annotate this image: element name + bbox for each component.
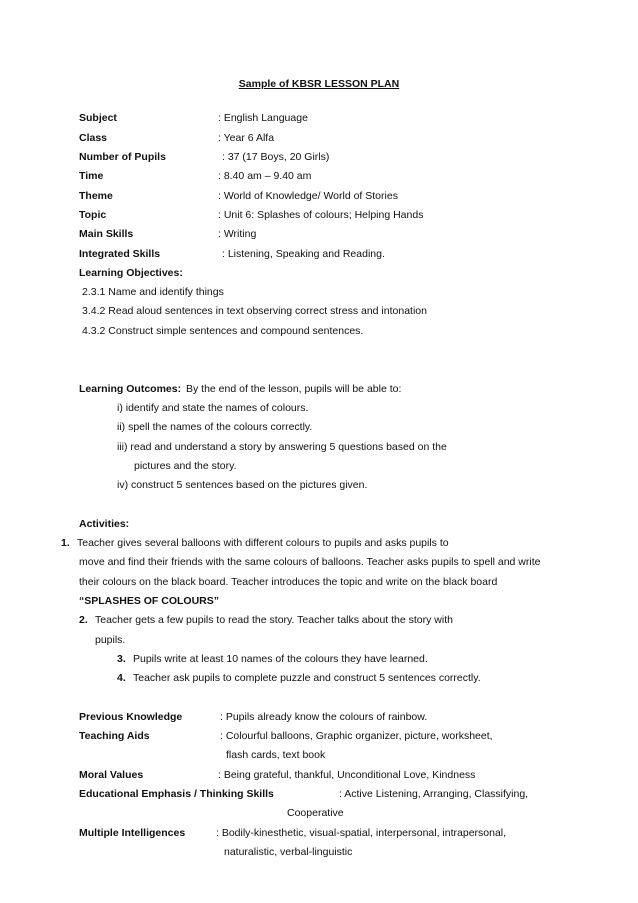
subject-value: : English Language	[218, 112, 308, 124]
educational-emphasis-value: : Active Listening, Arranging, Classifying,	[339, 788, 529, 800]
outcomes-intro: By the end of the lesson, pupils will be able to:	[186, 383, 402, 395]
educational-emphasis-label: Educational Emphasis / Thinking Skills	[79, 788, 274, 800]
outcomes-heading: Learning Outcomes:	[79, 383, 182, 395]
theme-label: Theme	[79, 190, 113, 202]
moral-values-label: Moral Values	[79, 769, 144, 781]
objectives-heading: Learning Objectives:	[79, 267, 183, 279]
subject-label: Subject	[79, 112, 117, 124]
previous-knowledge-label: Previous Knowledge	[79, 711, 183, 723]
activity-1-line: Teacher gives several balloons with different colours to pupils and asks pupils to	[77, 537, 449, 549]
moral-values-value: : Being grateful, thankful, Unconditional Love, Kindness	[218, 769, 476, 781]
objective-item: 3.4.2 Read aloud sentences in text observing correct stress and intonation	[82, 305, 427, 317]
outcome-item: ii) spell the names of the colours correctly.	[117, 421, 313, 433]
multiple-intelligences-value: : Bodily-kinesthetic, visual-spatial, interpersonal, intrapersonal,	[216, 827, 507, 839]
integrated-skills-label: Integrated Skills	[79, 248, 161, 260]
activity-number: 3.	[117, 653, 126, 665]
main-skills-label: Main Skills	[79, 228, 134, 240]
previous-knowledge-value: : Pupils already know the colours of rainbow.	[220, 711, 428, 723]
multiple-intelligences-value-cont: naturalistic, verbal-linguistic	[224, 846, 353, 858]
theme-value: : World of Knowledge/ World of Stories	[218, 190, 398, 202]
integrated-skills-value: : Listening, Speaking and Reading.	[222, 248, 385, 260]
activities-heading: Activities:	[79, 518, 130, 530]
multiple-intelligences-label: Multiple Intelligences	[79, 827, 186, 839]
outcome-item-continuation: pictures and the story.	[134, 460, 237, 472]
activity-3-text: Pupils write at least 10 names of the colours they have learned.	[133, 653, 428, 665]
pupils-value: : 37 (17 Boys, 20 Girls)	[222, 151, 330, 163]
outcome-item: i) identify and state the names of colours.	[117, 402, 309, 414]
teaching-aids-label: Teaching Aids	[79, 730, 150, 742]
pupils-label: Number of Pupils	[79, 151, 166, 163]
objective-item: 4.3.2 Construct simple sentences and compound sentences.	[82, 325, 364, 337]
objective-item: 2.3.1 Name and identify things	[82, 286, 224, 298]
outcome-item: iv) construct 5 sentences based on the pictures given.	[117, 479, 368, 491]
outcome-item: iii) read and understand a story by answering 5 questions based on the	[117, 441, 447, 453]
activity-number: 2.	[79, 614, 88, 626]
class-label: Class	[79, 132, 108, 144]
activity-2-line: pupils.	[95, 634, 126, 646]
activity-2-line: Teacher gets a few pupils to read the story. Teacher talks about the story with	[95, 614, 453, 626]
main-skills-value: : Writing	[218, 228, 257, 240]
activity-topic-title: “SPLASHES OF COLOURS”	[79, 595, 220, 607]
time-value: : 8.40 am – 9.40 am	[218, 170, 312, 182]
educational-emphasis-value-cont: Cooperative	[287, 807, 344, 819]
topic-label: Topic	[79, 209, 107, 221]
time-label: Time	[79, 170, 104, 182]
teaching-aids-value-cont: flash cards, text book	[226, 749, 326, 761]
class-value: : Year 6 Alfa	[218, 132, 275, 144]
activity-number: 1.	[61, 537, 70, 549]
activity-4-text: Teacher ask pupils to complete puzzle and construct 5 sentences correctly.	[133, 672, 481, 684]
topic-value: : Unit 6: Splashes of colours; Helping Hands	[218, 209, 424, 221]
page-title: Sample of KBSR LESSON PLAN	[238, 78, 400, 90]
activity-1-line: move and find their friends with the same colours of balloons. Teacher asks pupils to spell and write	[79, 556, 541, 568]
activity-1-line: their colours on the black board. Teacher introduces the topic and write on the black board	[79, 576, 498, 588]
activity-number: 4.	[117, 672, 126, 684]
teaching-aids-value: : Colourful balloons, Graphic organizer, picture, worksheet,	[220, 730, 493, 742]
